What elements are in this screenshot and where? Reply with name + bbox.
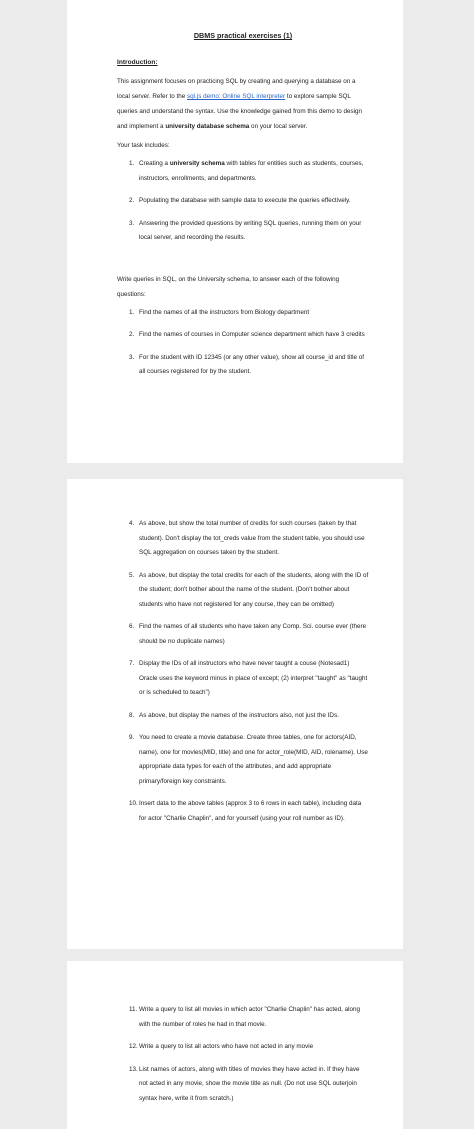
intro-heading: Introduction: [117, 59, 158, 66]
list-item: 3. For the student with ID 12345 (or any other value), show all course_id and title of all courses registered for by the student. [129, 353, 365, 375]
list-item: 3. Answering the provided questions by writing SQL queries, running them on your local server, and recording the results. [129, 219, 362, 241]
questions-list-page-2 [117, 517, 369, 826]
list-item: 5. As above, but display the total credits for each of the students, along with the ID of the student; don't bother about the name of the student. (Don't bother about students who have not registered for any course, they can be omitted) [129, 571, 369, 608]
document-page-1 [67, 0, 403, 463]
intro-paragraph: This assignment focuses on practicing SQL by creating and querying a database on a local server. Refer to the sql.js demo: Online SQL interpreter to explore sample SQL queries and understand the syntax. Use the knowledge gained from this demo to design and implement a university database schema on your local server. [117, 78, 363, 130]
tasks-intro: Your task includes: [117, 142, 170, 149]
questions-intro: Write queries in SQL, on the University schema, to answer each of the following questions: [117, 275, 340, 298]
list-item: 6. Find the names of all students who have taken any Comp. Sci. course ever (there should be no duplicate names) [129, 623, 367, 645]
sqljs-demo-link[interactable]: sql.js demo: Online SQL interpreter [187, 93, 286, 100]
list-item: 11. Write a query to list all movies in which actor "Charlie Chaplin" has acted, along with the number of roles he had in that movie. [129, 1006, 360, 1028]
list-item: 2. Find the names of courses in Computer science department which have 3 credits [129, 331, 365, 338]
list-item: 2. Populating the database with sample data to execute the queries effectively. [129, 197, 351, 204]
list-item: 9. You need to create a movie database. Create three tables, one for actors(AID, name), one for movies(MID, title) and one for actor_role(MID, AID, rolename). Use appropriate data types for each of the attributes, and add appropriate primary/foreign key constraints. [129, 734, 368, 785]
questions-list-page-1 [117, 306, 369, 380]
list-item: 4. As above, but show the total number of credits for such courses (taken by that student). Don't display the tot_creds value from the student table, you should use SQL aggregation on courses taken by the student. [129, 520, 365, 556]
questions-list-page-3 [117, 1003, 369, 1106]
list-item: 8. As above, but display the names of the instructors also, not just the IDs. [129, 711, 339, 719]
list-item: 10. Insert data to the above tables (approx 3 to 6 rows in each table), including data for actor "Charlie Chaplin", and for yourself (using your roll number as ID). [129, 800, 362, 822]
document-page-3 [67, 961, 403, 1129]
list-item: 12. Write a query to list all actors who have not acted in any movie [129, 1043, 314, 1050]
document-page-2 [67, 479, 403, 949]
list-item: 1. Find the names of all the instructors from Biology department [129, 308, 310, 316]
document-title: DBMS practical exercises (1) [193, 31, 293, 40]
tasks-list [117, 157, 369, 246]
list-item: 13. List names of actors, along with titles of movies they have acted in. If they have not acted in any movie, show the movie title as null. (Do not use SQL outerjoin syntax here, write it from scratch.) [129, 1065, 360, 1102]
list-item: 7. Display the IDs of all instructors who have never taught a couse (Notesad1) Oracle uses the keyword minus in place of except; (2) interpret "taught" as "taught or is scheduled to teach") [129, 660, 368, 696]
list-item: 1. Creating a university schema with tables for entities such as students, courses, instructors, enrollments, and departments. [129, 160, 364, 182]
